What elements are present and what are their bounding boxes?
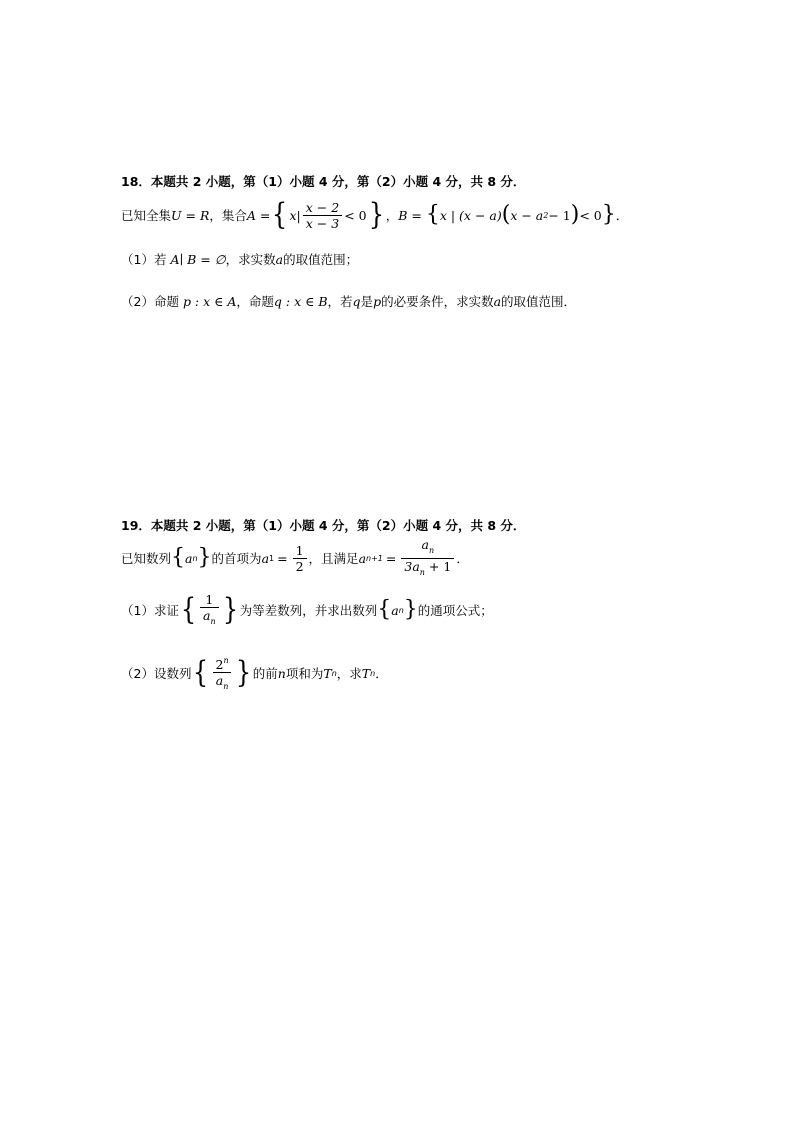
q19-part1: （1）求证 { $\frac{1}{a_n}$ } 为等差数列，并求出数列 { a n } 的通项公式； [121,591,493,627]
q18-header: 18．本题共 2 小题，第（1）小题 4 分，第（2）小题 4 分，共 8 分． [121,174,526,189]
set-A-fraction: $\frac{x - 2}{x - 3}$ [303,200,342,231]
recurrence-fraction: $\frac{a_n}{3a_n + 1}$ [401,537,454,580]
left-brace: { [377,597,392,622]
q19-intro: 已知数列 { a n } 的首项为 a 1 = $\frac{1}{2}$ ，且满足 a n+1 = $\frac{a_n}{3a_n + 1}$ ． [121,541,469,575]
left-paren: ( [501,202,511,227]
right-brace: } [235,655,251,690]
right-brace: } [197,545,212,570]
right-brace: } [601,202,616,227]
q18-part1: （1）若 A∣ B = ∅ ，求实数 a 的取值范围； [121,251,359,267]
left-brace: { [425,202,440,227]
q18-part2: （2）命题 p : x ∈ A ，命题 q : x ∈ B ，若 q 是 p 的必要条件，求实数 a 的取值范围． [121,293,577,309]
right-brace: } [222,592,238,627]
left-brace: { [171,545,186,570]
reciprocal-fraction: $\frac{1}{a_n}$ [200,592,219,629]
left-brace: { [180,592,197,627]
q19-header: 19．本题共 2 小题，第（1）小题 4 分，第（2）小题 4 分，共 8 分． [121,518,526,533]
right-brace: } [403,597,418,622]
left-brace: { [193,655,209,690]
left-brace: { [272,197,288,232]
q19-part2: （2）设数列 { $\frac{2^n}{a_n}$ } 的前 n 项和为 T n ，求 T n ． [121,653,388,693]
q18-intro: 已知全集 U = R ，集合 A = { x| $\frac{x - 2}{x - 3}$ < 0 } ， B = { x | (x − a) ( x − a 2 − 1 ) < 0 } ． [121,197,629,232]
a1-fraction: $\frac{1}{2}$ [293,543,307,574]
right-paren: ) [570,202,580,227]
right-brace: } [368,197,384,232]
power-fraction: $\frac{2^n}{a_n}$ [213,653,232,694]
